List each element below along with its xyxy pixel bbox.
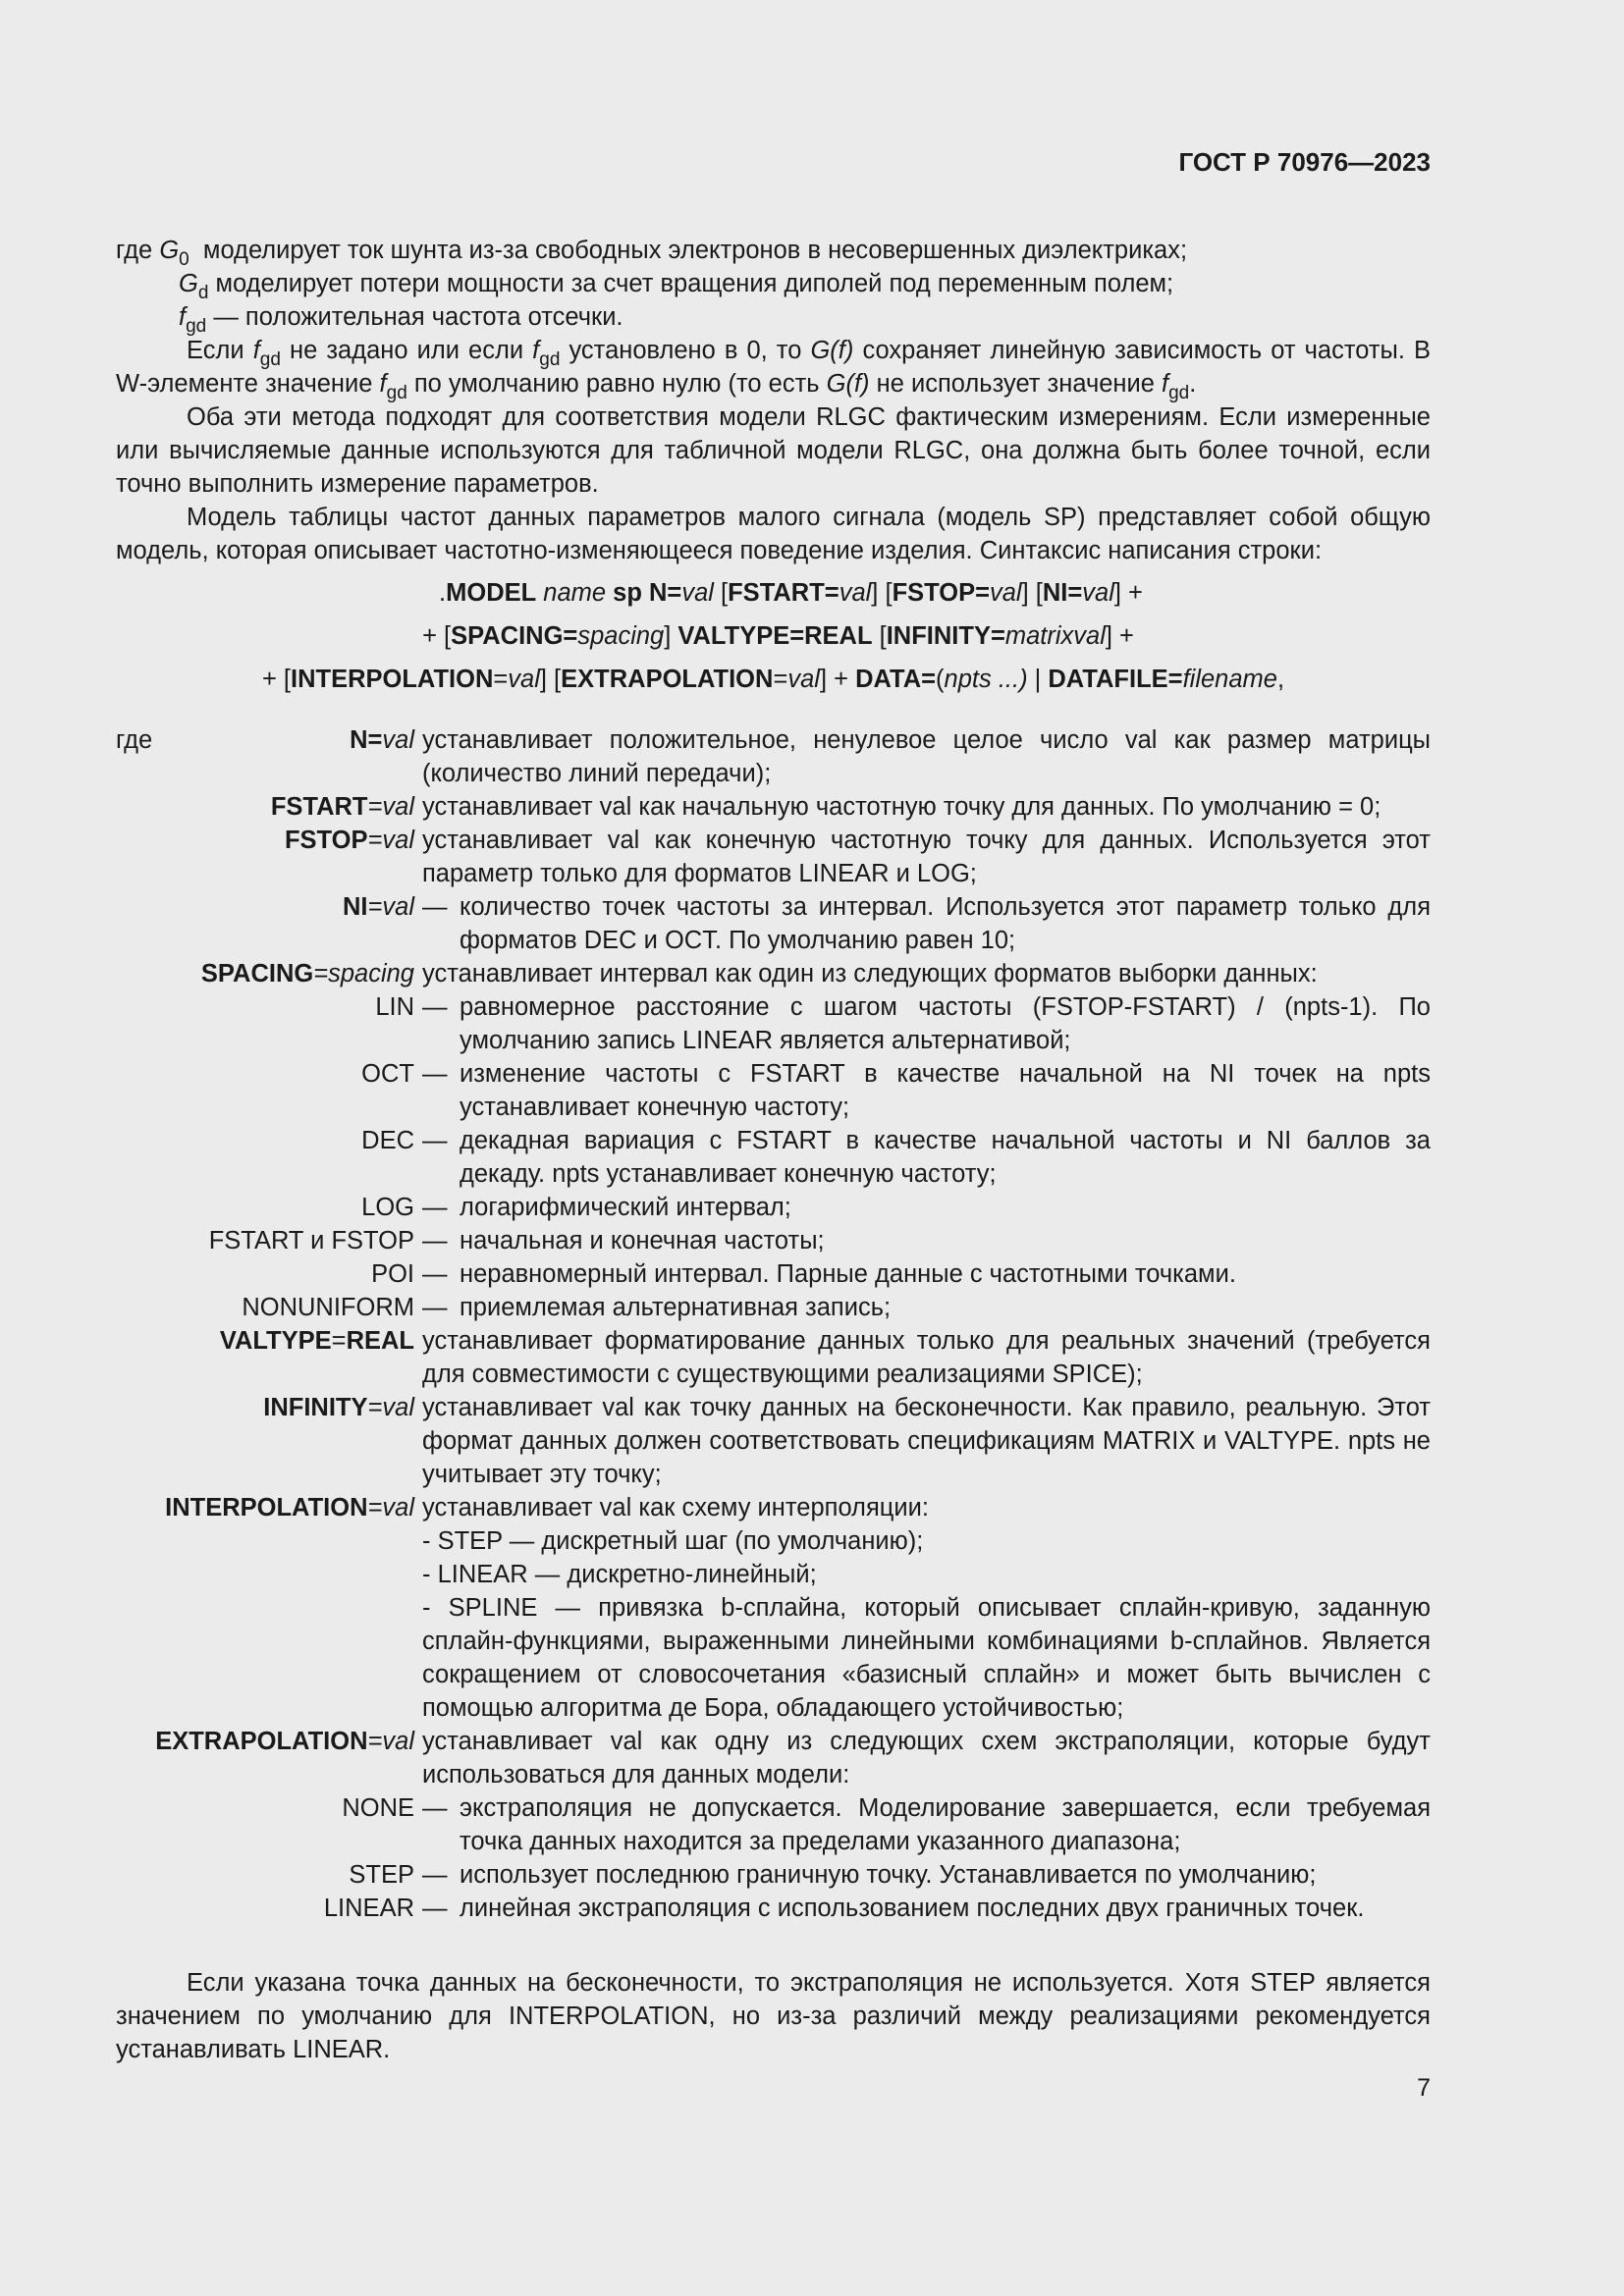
parameter-definitions xyxy=(116,723,1431,1925)
intro-section xyxy=(116,234,1431,701)
def-spacing-poi: POI — неравномерный интервал. Парные данные с частотными точками. xyxy=(371,1260,1236,1288)
def-spacing-dec: DEC — декадная вариация с FSTART в качестве начальной частоты и NI баллов за декаду. npts устанавливает конечную частоту; xyxy=(361,1127,1431,1188)
g0-definition: где $G_0$ моделирует ток шунта из-за свободных электронов в несовершенных диэлектриках; xyxy=(116,237,1188,270)
def-extrap-step: STEP — использует последнюю граничную точку. Устанавливается по умолчанию; xyxy=(349,1861,1317,1889)
paragraph-fgd: Если $f_{gd}$ не задано или если $f_{gd}$ установлено в 0, то G(f) сохраняет линейную зависимость от частоты. В W-элементе значение $f_{gd}$ по умолчанию равно нулю (то есть G(f) не использует значение $f_{gd}$. xyxy=(116,337,1432,403)
def-spacing-log: LOG — логарифмический интервал; xyxy=(361,1194,791,1221)
page-number: 7 xyxy=(1417,2074,1431,2102)
syntax-line-1: .MODEL name sp N=val [FSTART=val] [FSTOP=val] [NI=val] + xyxy=(439,579,1143,607)
fgd-definition: $f_{gd}$ — положительная частота отсечки. xyxy=(179,303,623,337)
def-extrapolation: EXTRAPOLATION=val устанавливает val как одну из следующих схем экстраполяции, которые будут использоваться для данных модели: xyxy=(155,1728,1431,1789)
def-spacing-lin: LIN — равномерное расстояние с шагом частоты (FSTOP-FSTART) / (npts-1). По умолчанию запись LINEAR является альтернативой; xyxy=(375,993,1431,1054)
def-fstop: FSTOP=val устанавливает val как конечную частотную точку для данных. Используется этот параметр только для форматов LINEAR и LOG; xyxy=(284,827,1431,887)
closing-paragraph: Если указана точка данных на бесконечности, то экстраполяция не используется. Хотя STEP является значением по умолчанию для INTERPOLATION, но из-за различий между реализациями рекомендуется устанавливать LINEAR. xyxy=(116,1969,1431,2063)
def-infinity: INFINITY=val устанавливает val как точку данных на бесконечности. Как правило, реальную. Этот формат данных должен соответствовать спецификациям MATRIX и VALTYPE. npts не учитывает эту точку; xyxy=(263,1394,1431,1488)
def-valtype: VALTYPE=REAL устанавливает форматирование данных только для реальных значений (требуется для совместимости с существующими реализациями SPICE); xyxy=(219,1327,1431,1388)
document-header: ГОСТ Р 70976—2023 xyxy=(1178,147,1431,177)
interp-spline: - SPLINE — привязка b-сплайна, который описывает сплайн-кривую, заданную сплайн-функциями, выраженными линейными комбинациями b-сплайнов. Является сокращением от словосочетания «базисный сплайн» и может быть вычислен с помощью алгоритма де Бора, обладающего устойчивостью; xyxy=(422,1594,1431,1722)
defs-gde: где xyxy=(116,726,153,754)
def-extrap-linear: LINEAR — линейная экстраполяция с использованием последних двух граничных точек. xyxy=(323,1895,1365,1922)
def-ni: NI=val — количество точек частоты за интервал. Используется этот параметр только для форматов DEC и OCT. По умолчанию равен 10; xyxy=(343,893,1431,954)
def-spacing-nonuniform: NONUNIFORM — приемлемая альтернативная запись; xyxy=(242,1294,892,1321)
paragraph-sp-model: Модель таблицы частот данных параметров малого сигнала (модель SP) представляет собой общую модель, которая описывает частотно-изменяющееся поведение изделия. Синтаксис написания строки: xyxy=(116,504,1431,564)
interp-step: - STEP — дискретный шаг (по умолчанию); xyxy=(422,1527,924,1555)
syntax-block xyxy=(116,571,1431,701)
def-n: N=val устанавливает положительное, ненулевое целое число val как размер матрицы (количество линий передачи); xyxy=(350,726,1431,787)
def-extrap-none: NONE — экстраполяция не допускается. Моделирование завершается, если требуемая точка данных находится за пределами указанного диапазона; xyxy=(342,1794,1431,1855)
def-spacing-fstart-fstop: FSTART и FSTOP — начальная и конечная частоты; xyxy=(208,1227,825,1255)
def-interpolation: INTERPOLATION=val устанавливает val как схему интерполяции: - STEP — дискретный шаг (по умолчанию); - LINEAR — дискретно-линейный; - SPLINE — привязка b-сплайна, который описывает сплайн-кривую, заданную сплайн-функциями, выраженными линейными комбинациями b-сплайнов. Является сокращением от словосочетания «базисный сплайн» и может быть вычислен с помощью алгоритма де Бора, обладающего устойчивостью; xyxy=(116,1491,1431,1725)
paragraph-methods: Оба эти метода подходят для соответствия модели RLGC фактическим измерениям. Если измеренные или вычисляемые данные используются для табличной модели RLGC, она должна быть более точной, если точно выполнить измерение параметров. xyxy=(116,403,1431,498)
def-spacing: SPACING=spacing устанавливает интервал как один из следующих форматов выборки данных: xyxy=(200,960,1318,988)
gd-definition: $G_d$ моделирует потери мощности за счет вращения диполей под переменным полем; xyxy=(179,270,1174,303)
interp-linear: - LINEAR — дискретно-линейный; xyxy=(422,1561,817,1588)
def-fstart: FSTART=val устанавливает val как начальную частотную точку для данных. По умолчанию = 0; xyxy=(270,793,1381,821)
syntax-line-2: + [SPACING=spacing] VALTYPE=REAL [INFINITY=matrixval] + xyxy=(422,622,1134,650)
syntax-line-3: + [INTERPOLATION=val] [EXTRAPOLATION=val] + DATA=(npts ...) | DATAFILE=filename, xyxy=(261,666,1285,693)
def-spacing-oct: OCT — изменение частоты с FSTART в качестве начальной на NI точек на npts устанавливает конечную частоту; xyxy=(361,1060,1431,1121)
